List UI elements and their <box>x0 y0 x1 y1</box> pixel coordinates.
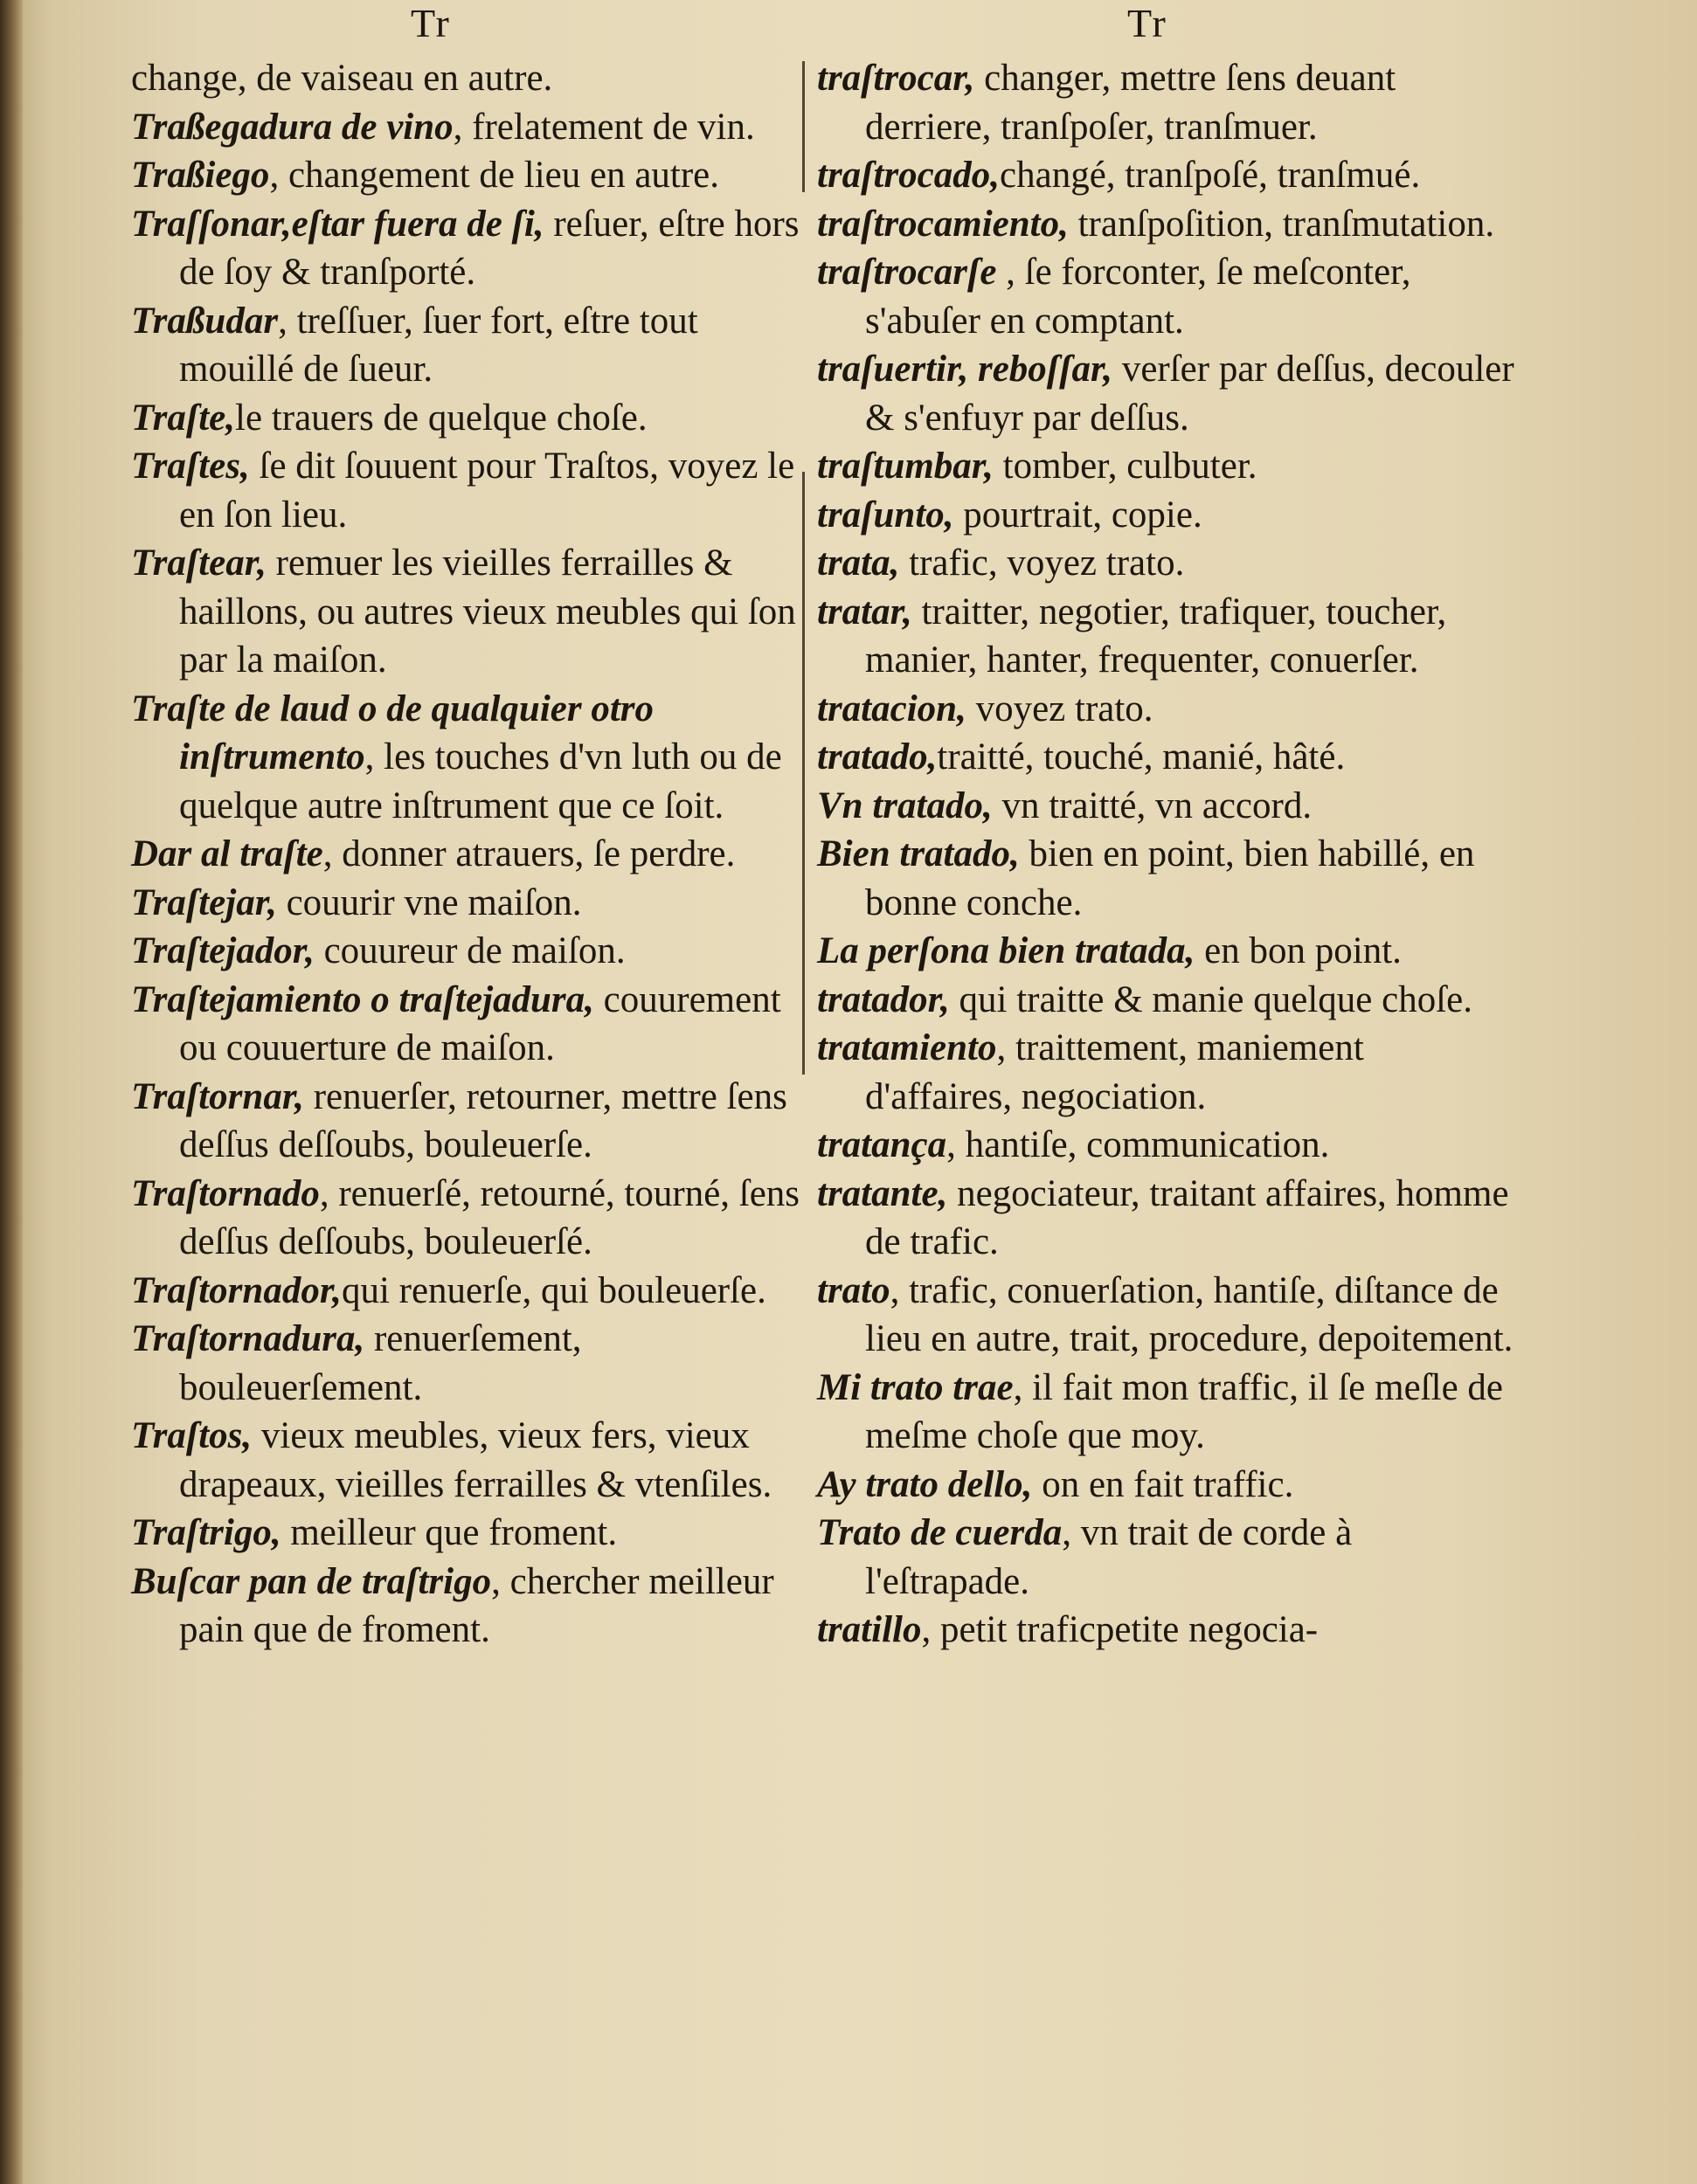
dictionary-entry <box>817 345 1524 442</box>
dictionary-entry <box>131 103 821 152</box>
entry-headword: Traſtos, <box>131 1415 253 1456</box>
entry-definition: on en fait traffic. <box>1032 1463 1294 1505</box>
entry-headword: Bien tratado, <box>817 833 1020 874</box>
entry-definition: qui renuerſe, qui bouleuerſe. <box>341 1269 766 1311</box>
entry-headword: Traſtear, <box>131 543 267 584</box>
dictionary-entry <box>131 1412 821 1509</box>
dictionary-entry <box>131 1315 821 1412</box>
dictionary-entry <box>817 491 1516 540</box>
entry-headword: Buſcar pan de traſtrigo <box>131 1560 492 1602</box>
dictionary-entry <box>817 1461 1516 1510</box>
entry-headword: tratado, <box>817 736 938 778</box>
dictionary-entry <box>131 1509 821 1558</box>
entry-headword: Traßiego <box>131 155 270 196</box>
entry-headword: Traſtornadura, <box>131 1318 365 1359</box>
dictionary-entry <box>817 151 1516 200</box>
entry-headword: Traßudar <box>131 300 279 342</box>
right-column <box>817 54 1524 1655</box>
entry-definition: traitté, touché, manié, hâté. <box>937 736 1346 778</box>
entry-definition: reſuer, eſtre hors de ſoy & tranſporté. <box>179 203 809 293</box>
entry-definition: pourtrait, copie. <box>953 494 1202 536</box>
dictionary-entry <box>131 1170 821 1267</box>
entry-definition: voyez trato. <box>966 688 1153 729</box>
dictionary-entry <box>817 54 1516 151</box>
dictionary-entry <box>817 830 1516 927</box>
entry-definition: remuer les vieilles ferrailles & haillons, ou autres vieux meubles qui ſon par la maiſon. <box>179 543 806 681</box>
entry-definition: , vn trait de corde à l'eſtrapade. <box>865 1512 1361 1602</box>
entry-definition: , renuerſé, retourné, tourné, ſens deſſus deſſoubs, bouleuerſé. <box>179 1172 809 1262</box>
entry-headword: Trato de cuerda <box>817 1512 1063 1553</box>
dictionary-entry <box>817 1170 1519 1267</box>
dictionary-entry <box>817 442 1516 491</box>
dictionary-entry <box>817 1267 1516 1364</box>
entry-headword: traſtrocamiento, <box>817 203 1069 245</box>
entry-headword: Traſtrigo, <box>131 1512 281 1553</box>
entry-definition: , chercher meilleur pain que de froment. <box>179 1560 784 1650</box>
dictionary-entry <box>131 151 821 200</box>
running-head-right: Tr <box>1127 1 1167 45</box>
dictionary-entry <box>131 200 821 297</box>
entry-definition: , ſe forconter, ſe meſconter, s'abuſer en comptant. <box>865 252 1421 342</box>
left-column <box>131 54 821 1655</box>
dictionary-entry <box>817 1121 1516 1170</box>
entry-definition: vieux meubles, vieux fers, vieux drapeaux, vieilles ferrailles & vtenſiles. <box>179 1415 772 1505</box>
entry-definition: en bon point. <box>1195 930 1402 971</box>
dictionary-entry <box>817 1606 1516 1655</box>
entry-definition: couureur de maiſon. <box>314 930 626 971</box>
entry-definition: verſer par deſſus, decouler & s'enfuyr par deſſus. <box>865 349 1524 439</box>
entry-headword: traſtrocarſe <box>817 252 997 293</box>
entry-definition: tranſpoſition, tranſmutation. <box>1068 203 1495 245</box>
entry-headword: traſtrocado, <box>817 155 1001 196</box>
entry-headword: Traſtejamiento o traſtejadura, <box>131 978 594 1020</box>
dictionary-entry <box>817 782 1516 831</box>
entry-headword: Traßegadura de vino <box>131 106 454 148</box>
dictionary-entry <box>817 1024 1516 1121</box>
entry-definition: , petit traficpetite negocia- <box>921 1609 1319 1650</box>
entry-definition: renuerſer, retourner, mettre ſens deſſus deſſoubs, bouleuerſe. <box>179 1075 797 1165</box>
page-gutter <box>0 0 23 2184</box>
entry-headword: Traſte de laud o de qualquier otro inſtrumento <box>131 688 663 778</box>
dictionary-entry <box>817 927 1516 976</box>
entry-headword: traſuertir, reboſſar, <box>817 349 1113 390</box>
entry-headword: tratança <box>817 1124 947 1165</box>
entry-definition: negociateur, traitant affaires, homme de trafic. <box>865 1172 1519 1262</box>
entry-headword: traſunto, <box>817 494 954 536</box>
entry-headword: Traſſonar,eſtar fuera de ſi, <box>131 203 544 245</box>
entry-definition: tomber, culbuter. <box>993 446 1257 487</box>
entry-headword: trato <box>817 1269 890 1311</box>
dictionary-entry <box>131 685 821 831</box>
entry-headword: Traſtejar, <box>131 881 277 923</box>
running-head-left: Tr <box>411 1 451 45</box>
entry-headword: traſtumbar, <box>817 446 994 487</box>
entry-headword: Ay trato dello, <box>817 1463 1033 1505</box>
entry-headword: tratador, <box>817 978 950 1020</box>
entry-definition: , trafic, conuerſation, hantiſe, diſtance de lieu en autre, trait, procedure, depoitement. <box>865 1269 1513 1359</box>
dictionary-entry <box>817 588 1516 685</box>
entry-definition: changer, mettre ſens deuant derriere, tranſpoſer, tranſmuer. <box>865 58 1405 148</box>
dictionary-entry <box>817 1509 1516 1606</box>
entry-definition: couurement ou couuerture de maiſon. <box>179 978 791 1068</box>
dictionary-entry <box>131 297 821 394</box>
dictionary-entry <box>131 879 821 928</box>
entry-definition: couurir vne maiſon. <box>276 881 582 923</box>
dictionary-entry <box>131 1267 821 1316</box>
dictionary-entry <box>131 54 821 103</box>
entry-headword: trata, <box>817 543 900 584</box>
entry-headword: Traſte, <box>131 397 236 439</box>
entry-definition: renuerſement, bouleuerſement. <box>179 1318 592 1408</box>
entry-definition: , il fait mon traffic, il ſe meſle de meſme choſe que moy. <box>865 1366 1513 1456</box>
dictionary-entry <box>817 248 1516 345</box>
entry-definition: bien en point, bien habillé, en bonne conche. <box>865 833 1485 923</box>
entry-definition: change, de vaiseau en autre. <box>131 58 553 99</box>
entry-headword: Traſtornador, <box>131 1269 342 1311</box>
dictionary-entry <box>817 685 1516 734</box>
dictionary-entry <box>817 539 1516 588</box>
dictionary-entry <box>817 1364 1516 1461</box>
entry-definition: qui traitte & manie quelque choſe. <box>949 978 1472 1020</box>
dictionary-entry <box>817 976 1516 1025</box>
entry-headword: Traſtornado <box>131 1172 320 1214</box>
dictionary-entry <box>131 927 821 976</box>
entry-definition: , frelatement de vin. <box>453 106 755 148</box>
entry-definition: le trauers de quelque choſe. <box>235 397 648 439</box>
entry-definition: traitter, negotier, trafiquer, toucher, manier, hanter, frequenter, conuerſer. <box>865 591 1457 681</box>
entry-definition: , traittement, maniement d'affaires, negociation. <box>865 1027 1374 1117</box>
entry-headword: tratar, <box>817 591 912 632</box>
dictionary-entry <box>131 1558 821 1655</box>
entry-headword: Mi trato trae <box>817 1366 1014 1408</box>
dictionary-entry <box>131 1073 821 1170</box>
entry-headword: tratacion, <box>817 688 966 729</box>
entry-definition: , les touches d'vn luth ou de quelque autre inſtrument que ce ſoit. <box>179 736 792 826</box>
entry-headword: traſtrocar, <box>817 58 975 99</box>
entry-headword: Traſtejador, <box>131 930 315 971</box>
dictionary-entry <box>131 976 821 1073</box>
entry-headword: Traſtes, <box>131 446 250 487</box>
entry-definition: , donner atrauers, ſe perdre. <box>322 833 736 874</box>
dictionary-entry <box>131 539 821 685</box>
entry-headword: tratante, <box>817 1172 948 1214</box>
entry-definition: , hantiſe, communication. <box>946 1124 1330 1165</box>
dictionary-entry <box>131 394 821 443</box>
entry-definition: trafic, voyez trato. <box>899 543 1185 584</box>
entry-definition: vn traitté, vn accord. <box>992 784 1313 826</box>
dictionary-entry <box>817 200 1516 249</box>
entry-headword: Traſtornar, <box>131 1075 304 1117</box>
entry-headword: Dar al traſte <box>131 833 323 874</box>
entry-definition: , treſſuer, ſuer fort, eſtre tout mouillé de ſueur. <box>179 300 708 390</box>
dictionary-entry <box>817 733 1516 782</box>
entry-definition: meilleur que froment. <box>281 1512 618 1553</box>
entry-headword: tratillo <box>817 1609 922 1650</box>
entry-definition: ſe dit ſouuent pour Traſtos, voyez le en ſon lieu. <box>179 446 804 536</box>
entry-definition: , changement de lieu en autre. <box>269 155 720 196</box>
entry-headword: Vn tratado, <box>817 784 993 826</box>
entry-definition: changé, tranſpoſé, tranſmué. <box>1000 155 1421 196</box>
dictionary-entry <box>131 442 821 539</box>
entry-headword: La perſona bien tratada, <box>817 930 1195 971</box>
entry-headword: tratamiento <box>817 1027 997 1068</box>
dictionary-entry <box>131 830 821 879</box>
